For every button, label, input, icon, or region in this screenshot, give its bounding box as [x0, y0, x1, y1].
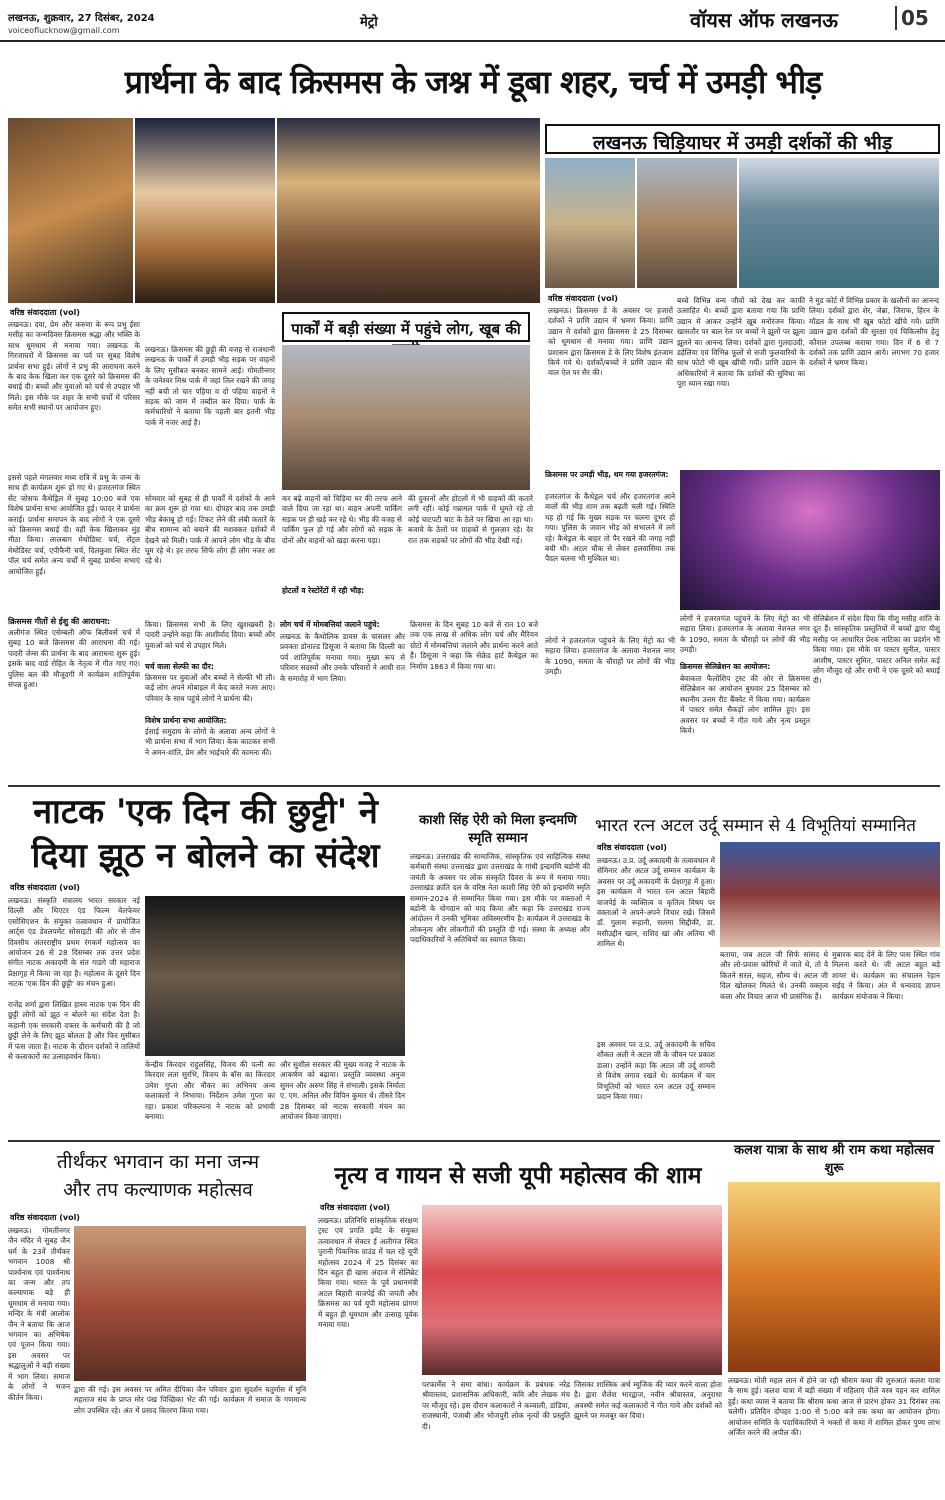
kalash-headline: कलश यात्रा के साथ श्री राम कथा महोत्सव शुरू	[734, 1143, 934, 1176]
lead-column-2b: क्रिसमस पर युवाओं और बच्चों ने सेल्फी भी ली। कई लोग अपने मोबाइल में केद करते नजर आए। परिवार के साथ पहुंचे लोगों ने प्रार्थना की।	[145, 673, 275, 703]
natak-headline	[8, 790, 403, 878]
lead-column-1c: अलीगंज स्थित एसेम्बली ऑफ बिलीवर्स चर्च में सुबह 10 बजे क्रिसमस की आराधना की गई। पादरी जेम्स की प्रार्थना के बाद आराधना शुरू हुई। इसके बाद वार्ड रोहित के नेतृत्व में गीत गाए गए। पुलिस बल की मौजूदगी में कार्यक्रम शांतिपूर्वक संपन्न हुआ।	[8, 628, 140, 690]
atal-headline: भारत रत्न अटल उर्दू सम्मान से 4 विभूतियां सम्मानित	[595, 816, 916, 836]
church-crowd-column-2: लोगों ने हजरतगंज पहुंचने के लिए मेट्रो का भी सहारा लिया। हजरतगंज के अलावा नेशनल नगर के 1090, समता के चौराहों पर लोगों की भीड़ उमड़ी।	[680, 614, 810, 655]
tirthankar-byline: वरिष्ठ संवाददाता (vol)	[10, 1213, 80, 1222]
zoo-column-2: बच्चे विभिन्न वन्य जीवों को देख कर काफी उत्साहित थे। बच्चों द्वारा बताया गया कि प्राणि उद्यान में आकर उन्होंने खूब मनोरंजन किया। खासतौर पर बाल रेल पर बच्चों ने झूलों पर झूला झूलने का आनन्द लिया। दर्शकों द्वारा गुलदाउदी, डहेलिया एवं विभिन्न फूलों से सजी फुलवारियों के साथ फोटो भी खूब खींची गयीं। प्राणि उद्यान के अधिकारियों ने बताया कि दर्शकों की सुविधा का पूरा ध्यान रखा गया।	[677, 296, 805, 389]
photo-candle-prayer	[8, 118, 133, 303]
up-mahotsav-column-2: परफार्मेंस ने समा बांधा। कार्यक्रम के प्रबंधक नरेंद्र श्रीवास्तव, प्रशासनिक अधिकारी, कवि और लेखक मंच पर मौजूद रहे। इस दौरान कलाकारों ने कव्वाली, डांडिया, राजस्थानी, पंजाबी और भोजपुरी लोक नृत्यों की प्रस्तुति दी।	[422, 1380, 570, 1431]
photo-park-crowd	[282, 345, 530, 490]
up-mahotsav-byline: वरिष्ठ संवाददाता (vol)	[320, 1203, 390, 1212]
park-subhead: होटलों व रेस्टोरेंटों में रही भीड़:	[282, 586, 365, 595]
zoo-column-1: लखनऊ। क्रिसमस डे के अवसर पर हजारों दर्शकों ने प्राणि उद्यान में भ्रमण किया। प्राणि उद्यान में दर्शकों द्वारा क्रिसमस डे 25 दिसम्बर को धूमधाम से मनाया गया। प्राणि उद्यान प्रशासन द्वारा क्रिसमस डे के लिए विशेष इंतजाम किये गये थे। दर्शकों/बच्चों ने प्राणि उद्यान की वाल ऐल पर सैर की।	[548, 306, 673, 378]
lead-headline: प्रार्थना के बाद क्रिसमस के जश्न में डूबा शहर, चर्च में उमड़ी भीड़	[124, 63, 822, 101]
tirthankar-column-2: द्वारा की गई। इस अवसर पर अमित दीपिका जैन परिवार द्वारा सुदर्शन चतुर्मास में मुनि महाराज संघ के प्राप्त मोर पंख पिच्छिका भेंट की गई। कार्यक्रम में समाज के गणमान्य लोग उपस्थित रहे। अंत में प्रसाद वितरण किया गया।	[74, 1385, 306, 1415]
section-label: मेट्रो	[360, 15, 378, 30]
lead-subhead-5: लोग चर्च में मोमबत्तियां जलाने पहुंचे:	[280, 620, 380, 629]
church-crowd-subhead-2: क्रिसमस सेलिब्रेशन का आयोजन:	[680, 662, 771, 671]
atal-column-1: लखनऊ। उ.प्र. उर्दू अकादमी के तत्वावधान में सेमिनार और अटल उर्दू सम्मान कार्यक्रम के अवसर पर उर्दू अकादमी के प्रेक्षागृह में हुआ। इस कार्यक्रम में भारत रत्न अटल बिहारी वाजपेई के व्यक्तित्व व कृतित्व विषय पर वक्ताओं ने अपने-अपने विचार रखे। जिसमें डॉ. गुलाम रूहानी, सलमा सिद्दीकी, डा. मसीउद्दीन खान, राशिद खां और अतिया भी शामिल थे।	[597, 856, 715, 949]
natak-headline-line2: दिया झूठ न बोलने का संदेश	[31, 836, 380, 876]
natak-column-2: केन्द्रीय किरदार राहुलसिंह, विजय की पत्नी का किरदार लता सुरभि, विजय के बॉस का किरदार उमेश गुप्ता और नौकर का अभिनय अन्य कलाकारों ने निभाया। निर्देशन उमेश गुप्ता का रहा। प्रकाश परिकल्पना ने नाटक को प्रभावी बनाया।	[145, 1060, 275, 1122]
lead-subhead-4: विशेष प्रार्थना सभा आयोजित:	[145, 716, 227, 725]
photo-zoo-toy-cars	[739, 158, 939, 288]
natak-headline-line1: नाटक 'एक दिन की छुट्टी' ने	[33, 792, 378, 832]
photo-hazratganj-crowd	[277, 118, 540, 303]
park-column-4: की दुकानों और होटलों में भी ग्राहकों की कतारें लगी रहीं। कोई गन्नामल पार्क में घूमते रहे तो कोई चाटपटी चाट के ठेले पर खिचा आ रहा था। बजाये के ठेलों पर ग्राहकों से गुलज़ार रहे। देर रात तक सड़कों पर लोगों की भीड़ देखी गई।	[408, 494, 533, 545]
zoo-column-3: ने मुड कोर्ट में विभिन्न प्रकार के खलौनों का आनन्द लिया। दर्शकों द्वारा शेर, जेब्रा, जिराफ, हिरन के मॉडल के साथ भी खूब फोटो खींचे गये। प्राणि उद्यान द्वारा दर्शकों की सुरक्षा एवं चिकित्सीय हेतु कौशल उपलब्ध कराया गया। दिन में 6 से 7 दर्शकों तक प्राणि उद्यान आये। लगभग 70 हजार दर्शकों ने भ्रमण किया।	[809, 296, 939, 368]
tirthankar-headline	[8, 1148, 308, 1204]
page-number: 05	[895, 6, 929, 30]
photo-jain-temple	[74, 1226, 306, 1381]
dateline: लखनऊ, शुक्रवार, 27 दिसंबर, 2024	[8, 13, 155, 24]
photo-up-mahotsav-stage	[422, 1205, 722, 1375]
atal-byline: वरिष्ठ संवाददाता (vol)	[597, 843, 667, 852]
photo-zoo-1	[545, 158, 635, 288]
tirthankar-headline-line2: और तप कल्याणक महोत्सव	[63, 1179, 253, 1201]
church-crowd-subhead: क्रिसमस पर उमड़ी भीड़, थम गया हजरतगंज:	[545, 470, 669, 479]
page-header	[0, 0, 945, 42]
church-crowd-column-4: सेलिब्रेशन में संदेश दिया कि यीशु मसीह शांति के दूत हैं। सांस्कृतिक प्रस्तुतियों में बच्चों द्वारा यीशु मसीह पर आधारित प्रेरक नाटिका का प्रदर्शन भी किया गया। इस मौके पर पास्टर सुनील, पास्टर आशीष, पास्टर सुमित, पास्टर अनिल समेत कई लोग मौजूद रहे और सभी ने एक दूसरे को बधाई दी।	[813, 614, 940, 686]
divider	[8, 785, 940, 787]
park-headline: पार्कों में बड़ी संख्या में पहुंचे लोग, खूब की	[282, 312, 530, 342]
kashi-body: लखनऊ। उत्तराखंड की सामाजिक, सांस्कृतिक एवं साहित्यिक संस्था कर्मचारी संस्था उत्तराखंड द्वारा उत्तराखंड के गांधी इन्द्रमणि बडोनी की जयंती के अवसर पर लोक संस्कृति दिवस के रूप में मनाया गया। उत्तराखंड क्रांति दल के वरिष्ठ नेता काशी सिंह ऐरी को इन्द्रमणि स्मृति सम्मान-2024 से सम्मानित किया गया। इस मौके पर वक्ताओं ने बडोनी के योगदान को याद किया और कहा कि उत्तराखंड राज्य आंदोलन में उनकी भूमिका अविस्मरणीय है। कार्यक्रम में उत्तराखंड के लोकनृत्य और लोकगीतों की प्रस्तुति दी गई। संस्था के अध्यक्ष और पदाधिकारियों ने अतिथियों का स्वागत किया।	[410, 852, 590, 945]
lead-column-1b: इससे पहले मंगलवार मध्य रात्रि में प्रभु के जन्म के साथ ही कार्यक्रम शुरू हो गए थे। हजरतगंज स्थित सेंट जोसफ कैथेड्रिल में सुबह 10:00 बजे एक विशेष प्रार्थना सभा आयोजित हुई। फादर ने प्रार्थना कराई। प्रार्थना समापन के बाद लोगों ने एक दूसरे को क्रिसमस बधाई दी। वहीं केक खिलाकर मुंह मीठा किया। लालबाग मेथोडिस्ट चर्च, सेंट्रल मेथोडिस्ट चर्च, एपीफैनी चर्च, दिलकुशा स्थित सेंट पॉल चर्च समेत अन्य चर्चों में सुबह प्रार्थना सभाएं आयोजित हुईं।	[8, 473, 140, 576]
up-mahotsav-column-1: लखनऊ। प्रतिनिधि सांस्कृतिक संरक्षण ट्रस्ट एवं प्रगति इवेंट के संयुक्त तत्वावधान में सेक्टर ई अलीगंज स्थित पुरानी पिकनिक ग्राउंड में चल रहे यूपी महोत्सव 2024 में 25 दिसंबर का दिन बहुत ही खास अंदाज में सेलिब्रेट किया गया। भारत के पूर्व प्रधानमंत्री अटल बिहारी वाजपेई की जयंती और क्रिसमस का पर्व यूपी महोत्सव प्रांगण में बहुत ही धूमधाम और उत्साह पूर्वक मनाया गया।	[318, 1216, 418, 1330]
photo-natak-stage	[145, 896, 405, 1056]
photo-church-night	[135, 118, 275, 303]
up-mahotsav-headline: नृत्य व गायन से सजी यूपी महोत्सव की शाम	[334, 1162, 702, 1189]
photo-atal-award	[720, 842, 940, 947]
zoo-headline: लखनऊ चिड़ियाघर में उमड़ी दर्शकों की भीड़	[545, 124, 940, 154]
kalash-body: लखनऊ। मोती महल लान में होने जा रही श्रीराम कथा की शुरुआत कलश यात्रा के साथ हुई। कलश यात्रा में बड़ी संख्या में महिलाएं पीले वस्त्र पहन कर शामिल हुईं। कथा व्यास ने बताया कि श्रीराम कथा आज से प्रारंभ होकर 31 दिसंबर तक चलेगी। प्रतिदिन दोपहर 1:00 से 5:00 बजे तक कथा का आयोजन होगा। आयोजन समिति के पदाधिकारियों ने भक्तों से कथा में शामिल होकर पुण्य लाभ अर्जित करने की अपील की।	[728, 1376, 940, 1438]
photo-zoo-2	[637, 158, 737, 288]
lead-byline: वरिष्ठ संवाददाता (vol)	[10, 308, 80, 317]
park-column-2: सोमवार को सुबह से ही पार्कों में दर्शकों के आने का क्रम शुरू हो गया था। दोपहर बाद तक उमड़ी भीड़ बेकाबू हो गई। टिकट लेने की लंबी कतारें के बीच सामान्य को बचाने की मशक्कत दर्शकों में देखने को मिली। पार्क में आपने लोग भीड़ के बीच घूम रहे थे। हर तरफ सिर्फ लोग ही लोग नजर आ रहे थे।	[145, 494, 275, 566]
photo-christmas-dance	[680, 470, 940, 610]
tirthankar-headline-line1: तीर्थंकर भगवान का मना जन्म	[56, 1151, 260, 1173]
tirthankar-column-1: लखनऊ। गोमतीनगर जैन मंदिर में सुबह जैन धर्म के 23वें तीर्थंकर भगवान 1008 श्री पार्श्वनाथ एवं पार्श्वनाथ का जन्म और तप कल्याणक बड़े ही धूमधाम से मनाया गया। मन्दिर के मंत्री आलोक जैन ने बताया कि आज भगवान का अभिषेक एवं पूजन किया गया। इस अवसर पर श्रद्धालुओं ने बड़ी संख्या में भाग लिया। समाज के लोगों ने भजन कीर्तन किया।	[8, 1226, 70, 1402]
atal-column-3: मुबारक बाद देने के लिए पास स्थित गांव मिलना करते थे। जी अटल बहुत बड़े शायर थे। कार्यक्रम का संचालन रेहान सईद ने किया। अंत में धन्यवाद ज्ञापन कार्यक्रम संयोजक ने किया।	[832, 950, 940, 1001]
natak-column-1a: लखनऊ। संस्कृति मंत्रालय भारत सरकार नई दिल्ली और थिएटर एंड फिल्म वेलफेयर एसोसिएशन के संयुक्त तत्वावधान में प्रायोजित आर्ट्स एंड डेवलपमेंट सोसाइटी की ओर से तीन दिवसीय अंतरराष्ट्रीय प्रथम रंगकर्म महोत्सव का आयोजन 26 से 28 दिसम्बर तक उत्तर प्रदेश संगीत नाटक अकादमी के संत गाडगे जी महाराज प्रेक्षागृह में किया जा रहा है। महोत्सव के दूसरे दिन नाटक 'एक दिन की छुट्टी' का मंचन हुआ।	[8, 896, 140, 989]
park-column-1: लखनऊ। क्रिसमस की छुट्टी की वजह से राजधानी लखनऊ के पार्कों में उमड़ी भीड़ सड़क पर वाहनों के लिए मुसीबत बनकर सामने आई। गोमतीनगर के जनेश्वर मिश्र पार्क में जहां तिल रखने की जगह नहीं बची तो चार पहिया व दो पहिया वाहनों ने सड़क को जाम में तब्दील कर दिया। पार्क के कर्मचारियों ने बताया कि पहली बार इतनी भीड़ पार्क में नजर आई है।	[145, 345, 275, 427]
natak-byline: वरिष्ठ संवाददाता (vol)	[10, 883, 80, 892]
lead-subhead-1: क्रिसमस गीतों से ईशु की आराधना:	[8, 617, 111, 626]
email-address: voiceoflucknow@gmail.com	[8, 26, 120, 35]
natak-column-1b: राजेंद्र शर्मा द्वारा लिखित हास्य नाटक एक दिन की छुट्टी लोगों को झूठ न बोलने का संदेश देता है। कहानी एक सरकारी दफ्तर के कर्मचारी की है जो छुट्टी लेने के लिए झूठ बोलता है और फिर मुसीबत में फंस जाता है। नाटक के दौरान दर्शकों ने तालियों से कलाकारों का उत्साहवर्धन किया।	[8, 1000, 140, 1062]
photo-ram-katha	[728, 1182, 940, 1372]
lead-column-2c: ईसाई समुदाय के लोगों के अलावा अन्य लोगों ने भी प्रार्थना सभा में भाग लिया। केक काटकर सभी ने अमन-शांति, प्रेम और भाईचारे की कामना की।	[145, 727, 275, 757]
church-crowd-column-3: बेवाकता फैलोशिप ट्रस्ट की ओर से क्रिसमस सेलिब्रेशन का आयोजन बुधवार 25 दिसम्बर को स्थानीय उत्तम रीट बैंक्वेट में किया गया। कार्यक्रम में पास्टर समेत सैकड़ों लोग शामिल हुए। इस अवसर पर बच्चों ने गीत गाये और नृत्य प्रस्तुत किये।	[680, 674, 810, 736]
lead-column-1a: लखनऊ। दया, प्रेम और करुणा के रूप प्रभु ईसा मसीह का जन्मदिवस क्रिसमस श्रद्धा और भक्ति के साथ धूमधाम से मनाया गया। लखनऊ के गिरजाघरों में क्रिसमस का पर्व पर सुबह विशेष प्रार्थना सभा हुई। लोगों ने प्रभु की आराधना करने के बाद केक खिला कर एक दूसरे को क्रिसमस की बधाई दी। बच्चों और युवाओं को चर्च से उपहार भी मिले। इस मौके पर शहर के सभी चर्चों में परिसर समेत सभी स्थानों पर आयोजन हुए।	[8, 320, 140, 413]
church-crowd-column-1: हजरतगंज के कैथेड्रल चर्च और हजरतगंज आने वालों की भीड़ शाम तक बढ़ती चली गई। स्थिति यह हो गई कि मुख्य सड़क पर चलना दूभर हो गया। पुलिस के जवान भीड़ को संभालने में लगे रहे। कैथेड्रल के बाहर तो पैर रखने की जगह नहीं बची थी। अटल चौक से लेकर हलवासिया तक पैदल चलना भी मुश्किल था।	[545, 492, 675, 564]
natak-column-3: और सुशील सरकार की मुख्य वजह ने नाटक के आकर्षण को बढ़ाया। प्रस्तुति व्यवस्था अनुज सुमन और अरुण सिंह ने संभाली। इसके निर्माता ए. एम. अनिल और विपिन कुमार थे। तीसरे दिन 28 दिसम्बर को नाटक सरकारी मंचन का आयोजन किया जाएगा।	[280, 1060, 405, 1122]
zoo-byline: वरिष्ठ संवाददाता (vol)	[548, 294, 618, 303]
atal-column-2: बताया, जब अटल जी सिर्फ सांसद थे और लो-प्रवास कोरियों में जाते थे, तो वे कितने सरल, सहज, सौम्य थे। अटल जी दिल खोलकर मिलते थे। उनकी वक्तृत्व कला और विचार आज भी प्रासंगिक हैं।	[720, 950, 828, 1001]
lead-column-2a: किया। क्रिसमस सभी के लिए खुशखबरी है। पादरी उन्होंने कहा कि आशीर्वाद दिया। बच्चों और युवाओं को चर्च से उपहार मिले।	[145, 620, 275, 650]
kashi-headline: काशी सिंह ऐरी को मिला इन्दमणि स्मृति सम्मान	[419, 813, 577, 846]
church-crowd-column-5: लोगों ने हजरतगंज पहुंचने के लिए मेट्रो का भी सहारा लिया। हजरतगंज के अलावा नेशनल नगर के 1090, समता के चौराहों पर लोगों की भीड़ उमड़ी।	[545, 636, 675, 677]
masthead: वॉयस ऑफ लखनऊ	[690, 8, 838, 32]
lead-column-4: क्रिसमस के दिन सुबह 10 बजे से रात 10 बजे तक एक लाख से अधिक लोग चर्च और मैरियन ग्रोटो में मोमबत्तियां जलाने और प्रार्थना करने आते हैं। डिसूजा ने कहा कि सेक्रेड हार्ट कैथेड्रल का निर्माण 1863 में किया गया था।	[410, 620, 538, 671]
park-column-3: कर बढ़े वाहनों को चिड़िया घर की तरफ आने वाले दिया जा रहा था। वाहन अपनी पार्किंग सड़क पर ही खड़े कर रहे थे। भीड़ की वजह से पार्किंग फुल हो गई और लोगों को सड़क के दोनों और वाहनों को खड़ा करना पड़ा।	[282, 494, 402, 545]
lead-subhead-3: चर्च वाला सेल्फी का दौर:	[145, 662, 214, 671]
lead-column-3: लखनऊ के कैथोलिक डायस के चांसलर और प्रवक्ता डोनाल्ड डिसूजा ने बताया कि दिल्ली का पर्व शांतिपूर्वक मनाया गया। मुख्य रूप से परिवार सदस्यों और उनके परिवारों ने आधी रात के समारोह में भाग लिया।	[280, 632, 405, 683]
atal-column-1b: इस अवसर पर उ.प्र. उर्दू अकादमी के सचिव शौकत अली ने अटल जी के जीवन पर प्रकाश डाला। उन्होंने कहा कि अटल जी उर्दू शायरी से विशेष लगाव रखते थे। कार्यक्रम में चार विभूतियों को भारत रत्न अटल उर्दू सम्मान प्रदान किया गया।	[597, 1040, 715, 1102]
up-mahotsav-column-3: जिसका शास्त्रिक अर्थ म्यूजिक की प्यार करने वाला होता है। द्वारा शैलेश भारद्वाज, नवीन श्रीवास्तव, अनुराधा अवस्थी समेत कई कलाकारों ने गीत गाये और दर्शकों को झूमने पर मजबूर कर दिया।	[574, 1380, 722, 1421]
